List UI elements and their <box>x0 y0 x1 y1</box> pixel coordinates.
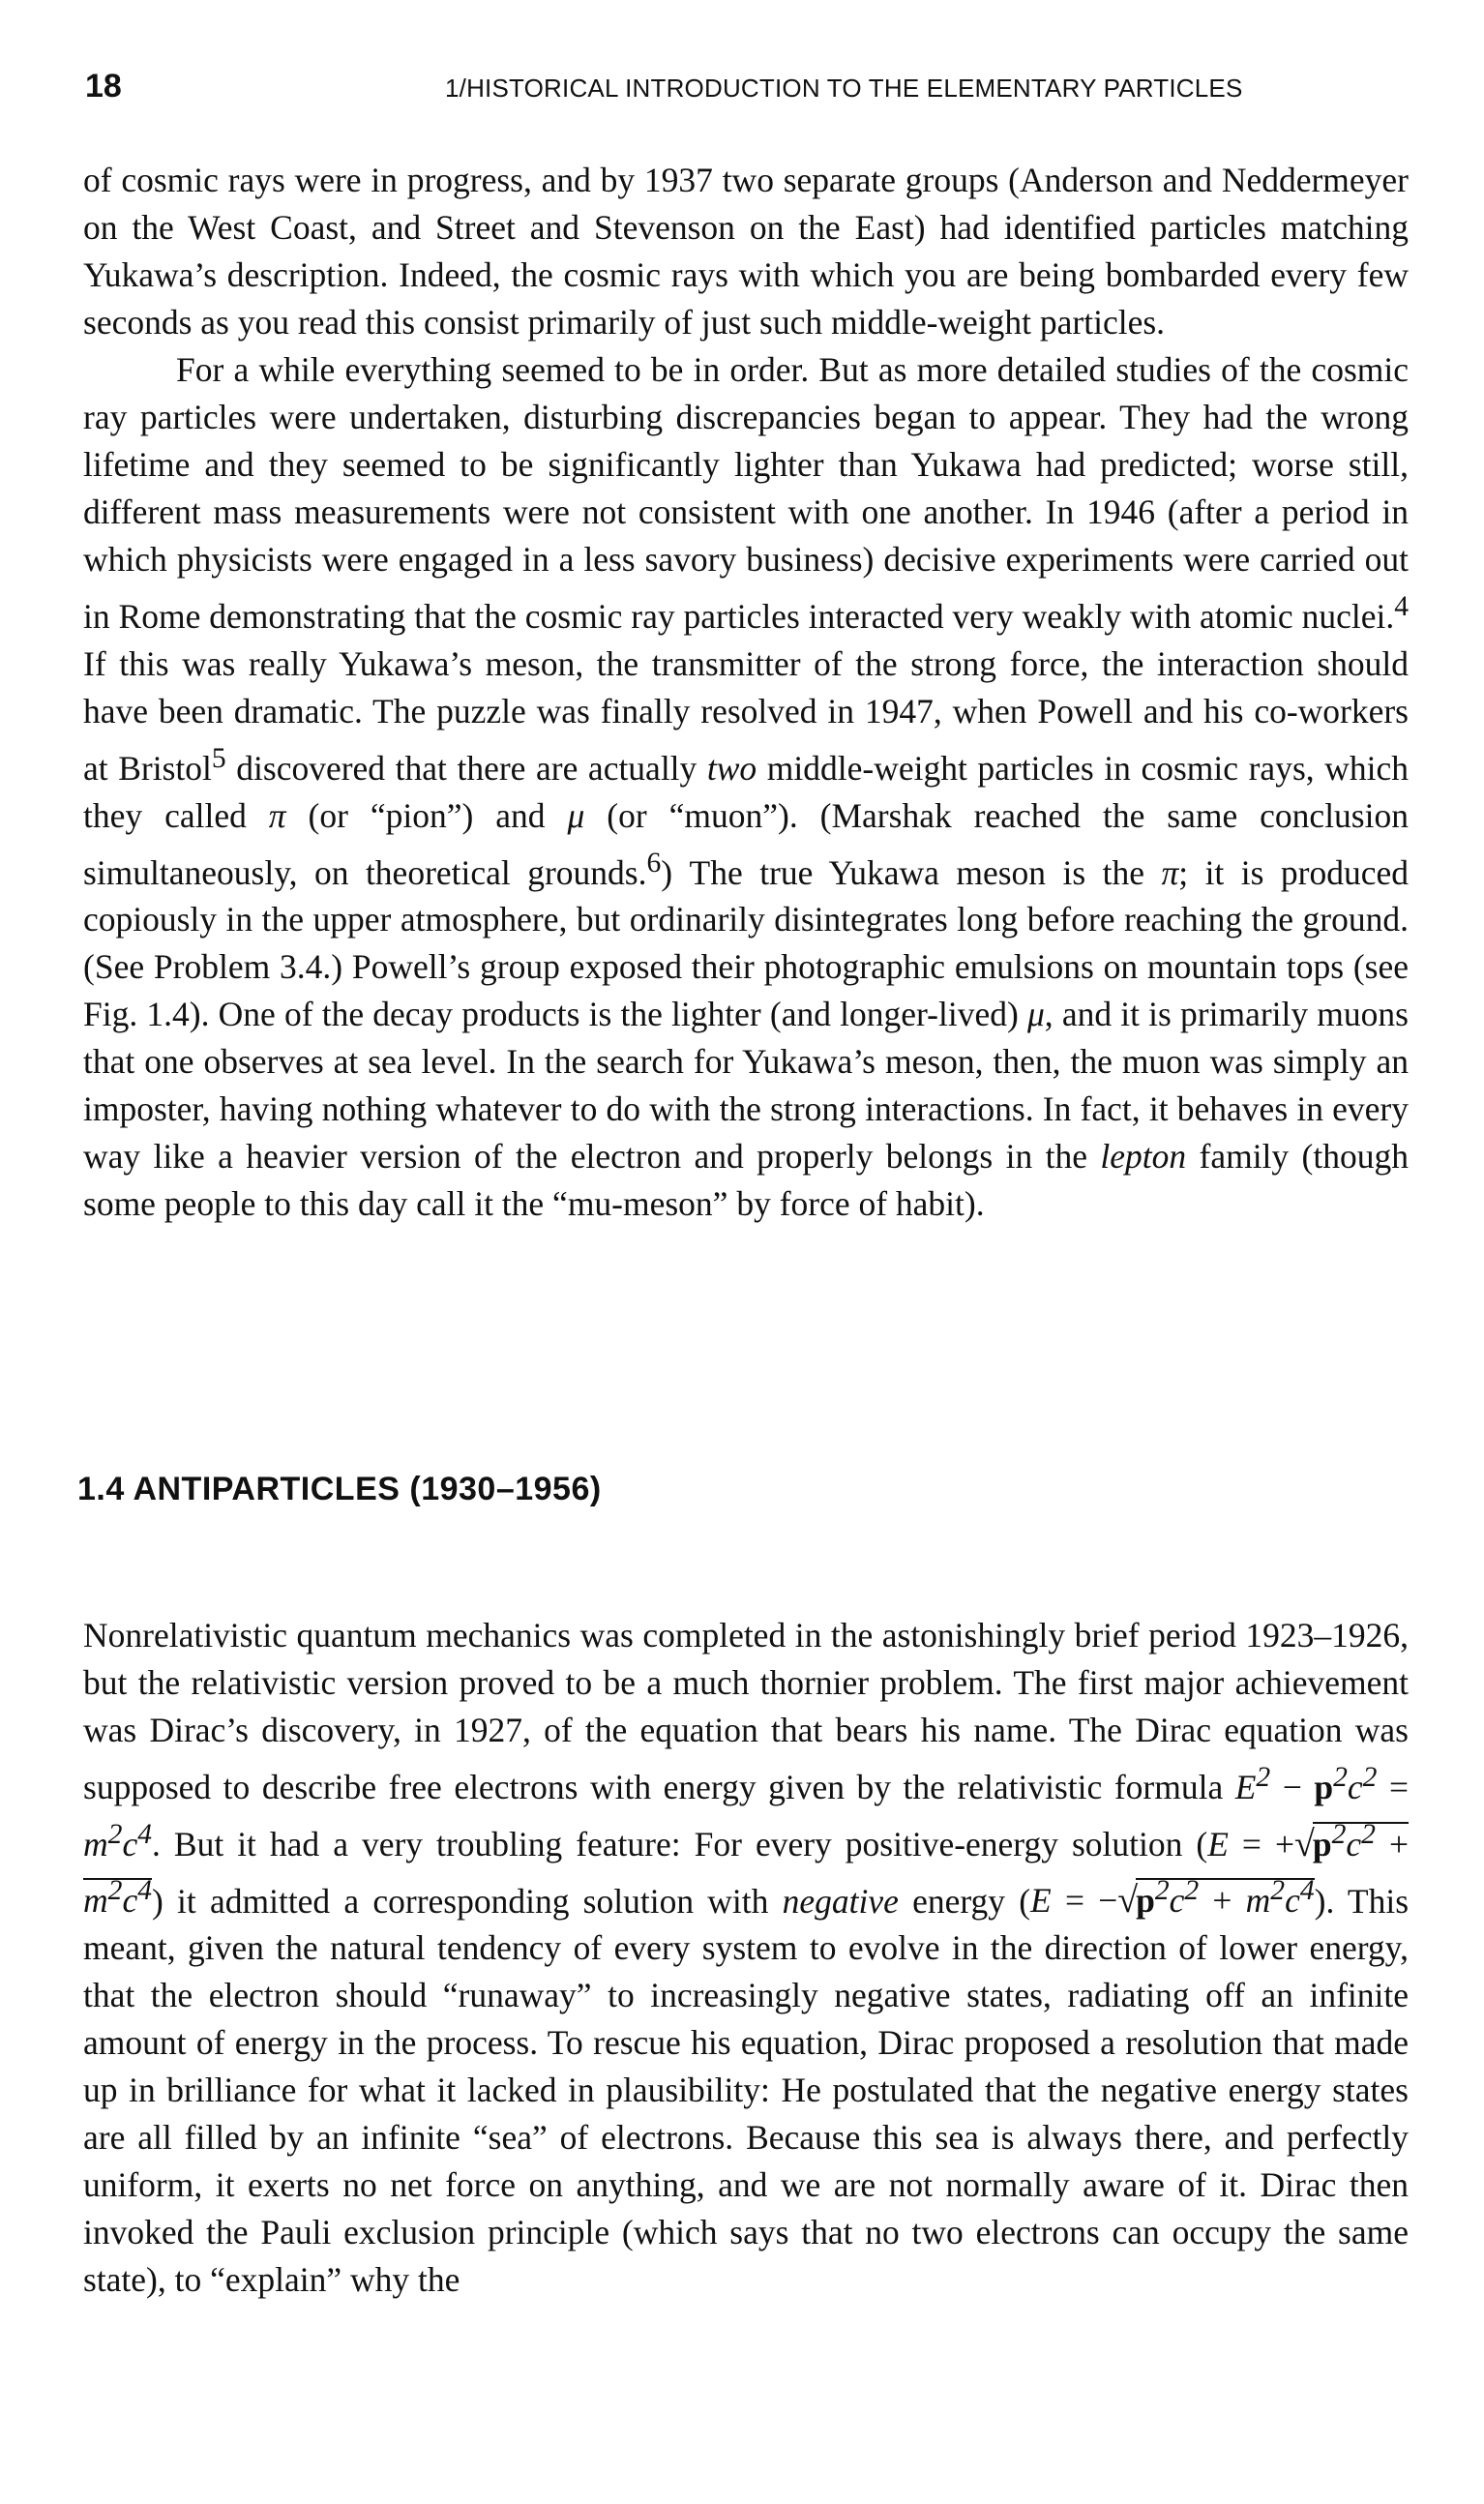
exponent: 2 <box>107 1875 123 1907</box>
paragraph-cosmic-rays: of cosmic rays were in progress, and by 1937 two separate groups (Anderson and Neddermeyer on the West Coast, and Street and Stevenson on the East) had identified particles matching Yukawa’s description. Indeed, the cosmic rays with which you are being bombarded every few seconds as you read this consist primarily of just such middle-weight particles. <box>83 161 1409 342</box>
operator: − <box>1270 1767 1315 1806</box>
text-span: middle-weight particles in cosmic rays, which they called <box>83 748 1409 835</box>
exponent: 2 <box>1184 1875 1200 1907</box>
radical-sign: √ <box>1294 1823 1315 1864</box>
symbol-p: p <box>1312 1824 1332 1863</box>
operator: + <box>1375 1824 1410 1863</box>
emphasis-negative: negative <box>782 1881 899 1921</box>
operator: = + <box>1228 1824 1294 1863</box>
symbol-p: p <box>1314 1767 1334 1806</box>
footnote-ref-5[interactable]: 5 <box>211 742 226 774</box>
text-span: family (though some people to this day call it the “mu-meson” by force of habit). <box>83 1137 1409 1224</box>
symbol-c: c <box>122 1881 138 1921</box>
operator: + <box>1199 1881 1246 1921</box>
exponent: 2 <box>1362 1762 1378 1793</box>
footnote-ref-4[interactable]: 4 <box>1394 591 1409 622</box>
exponent: 2 <box>1154 1875 1170 1907</box>
page-number: 18 <box>85 68 122 104</box>
symbol-E: E <box>1234 1767 1257 1806</box>
text-span: discovered that there are actually <box>225 748 707 788</box>
footnote-ref-6[interactable]: 6 <box>646 847 662 879</box>
negative-solution <box>1030 1875 1315 1922</box>
symbol-p: p <box>1136 1881 1155 1921</box>
operator: = − <box>1051 1881 1118 1921</box>
symbol-E: E <box>1030 1881 1052 1921</box>
symbol-E: E <box>1207 1824 1229 1863</box>
section-heading: 1.4 ANTIPARTICLES (1930–1956) <box>77 1471 602 1507</box>
paragraph-muon-discovery <box>83 346 1409 1228</box>
text-span: If this was really Yukawa’s meson, the transmitter of the strong force, the interaction should have been dramatic. The puzzle was finally resolved in 1947, when Powell and his co-workers at Bristol <box>83 643 1409 788</box>
paragraph-dirac-equation <box>83 1612 1409 2304</box>
text-span: . But it had a very troubling feature: For every positive-energy solution ( <box>152 1824 1208 1863</box>
exponent: 2 <box>1270 1875 1286 1907</box>
text-span: ) it admitted a corresponding solution with <box>152 1881 783 1921</box>
symbol-m: m <box>1245 1881 1271 1921</box>
text-span: For a while everything seemed to be in order. But as more detailed studies of the cosmic ray particles were undertaken, disturbing discrepancies began to appear. They had the wrong lifetime and they seemed to be significantly lighter than Yukawa had predicted; worse still, different mass measurements were not consistent with one another. In 1946 (after a period in which physicists were engaged in a less savory business) decisive experiments were carried out in Rome demonstrating that the cosmic ray particles interacted very weakly with atomic nuclei. <box>83 350 1409 636</box>
symbol-m: m <box>83 1824 108 1863</box>
text-span: (or “muon”). (Marshak reached the same conclusion simultaneously, on theoretical grounds. <box>83 795 1409 892</box>
exponent: 2 <box>107 1818 123 1850</box>
exponent: 4 <box>137 1818 152 1850</box>
radical-sign: √ <box>1117 1880 1139 1922</box>
mu-symbol: μ <box>1026 995 1045 1034</box>
text-span: (or “pion”) and <box>285 795 568 835</box>
exponent: 2 <box>1333 1762 1348 1793</box>
exponent: 2 <box>1361 1818 1376 1850</box>
lower-text-block <box>83 1612 1409 2304</box>
symbol-c: c <box>1347 1767 1363 1806</box>
operator: = <box>1377 1767 1409 1806</box>
symbol-c: c <box>122 1824 138 1863</box>
emphasis-two: two <box>706 748 757 788</box>
mu-symbol: μ <box>567 795 585 835</box>
symbol-c: c <box>1169 1881 1185 1921</box>
symbol-c: c <box>1285 1881 1300 1921</box>
symbol-m: m <box>83 1881 108 1921</box>
text-span: ). This meant, given the natural tendency of every system to evolve in the direction of lower energy, that the electron should “runaway” to increasingly negative states, radiating off an infinite amount of energy in the process. To rescue his equation, Dirac proposed a resolution that made up in brilliance for what it lacked in plausibility: He postulated that the negative energy states are all filled by an infinite “sea” of electrons. Because this sea is always there, and perfectly uniform, it exerts no net force on anything, and we are not normally aware of it. Dirac then invoked the Pauli exclusion principle (which says that no two electrons can occupy the same state), to “explain” why the <box>83 1881 1410 2300</box>
exponent: 2 <box>1331 1818 1347 1850</box>
running-head: 1/HISTORICAL INTRODUCTION TO THE ELEMENTARY PARTICLES <box>445 74 1243 103</box>
text-span: ) The true Yukawa meson is the <box>661 852 1162 892</box>
text-span: energy ( <box>898 1881 1031 1921</box>
exponent: 4 <box>137 1875 152 1907</box>
text-span: ; it is produced copiously in the upper atmosphere, but ordinarily disintegrates long before reaching the ground. (See Problem 3.4.) Powell’s group exposed their photographic emulsions on mountain tops (see Fig. 1.4). One of the decay products is the lighter (and longer-lived) <box>83 852 1409 1034</box>
pi-symbol: π <box>1161 852 1179 892</box>
text-span: , and it is primarily muons that one observes at sea level. In the search for Yukawa’s meson, then, the muon was simply an imposter, having nothing whatever to do with the strong interactions. In fact, it behaves in every way like a heavier version of the electron and properly belongs in the <box>83 995 1409 1177</box>
pi-symbol: π <box>268 795 286 835</box>
exponent: 2 <box>1256 1762 1271 1793</box>
upper-text-block <box>83 157 1409 1228</box>
radicand <box>1136 1875 1315 1921</box>
symbol-c: c <box>1346 1824 1362 1863</box>
exponent: 4 <box>1299 1875 1315 1907</box>
text-span: Nonrelativistic quantum mechanics was completed in the astonishingly brief period 1923–1926, but the relativistic version proved to be a much thornier problem. The first major achievement was Dirac’s discovery, in 1927, of the equation that bears his name. The Dirac equation was supposed to describe free electrons with energy given by the relativistic formula <box>83 1616 1409 1806</box>
emphasis-lepton: lepton <box>1100 1137 1187 1177</box>
